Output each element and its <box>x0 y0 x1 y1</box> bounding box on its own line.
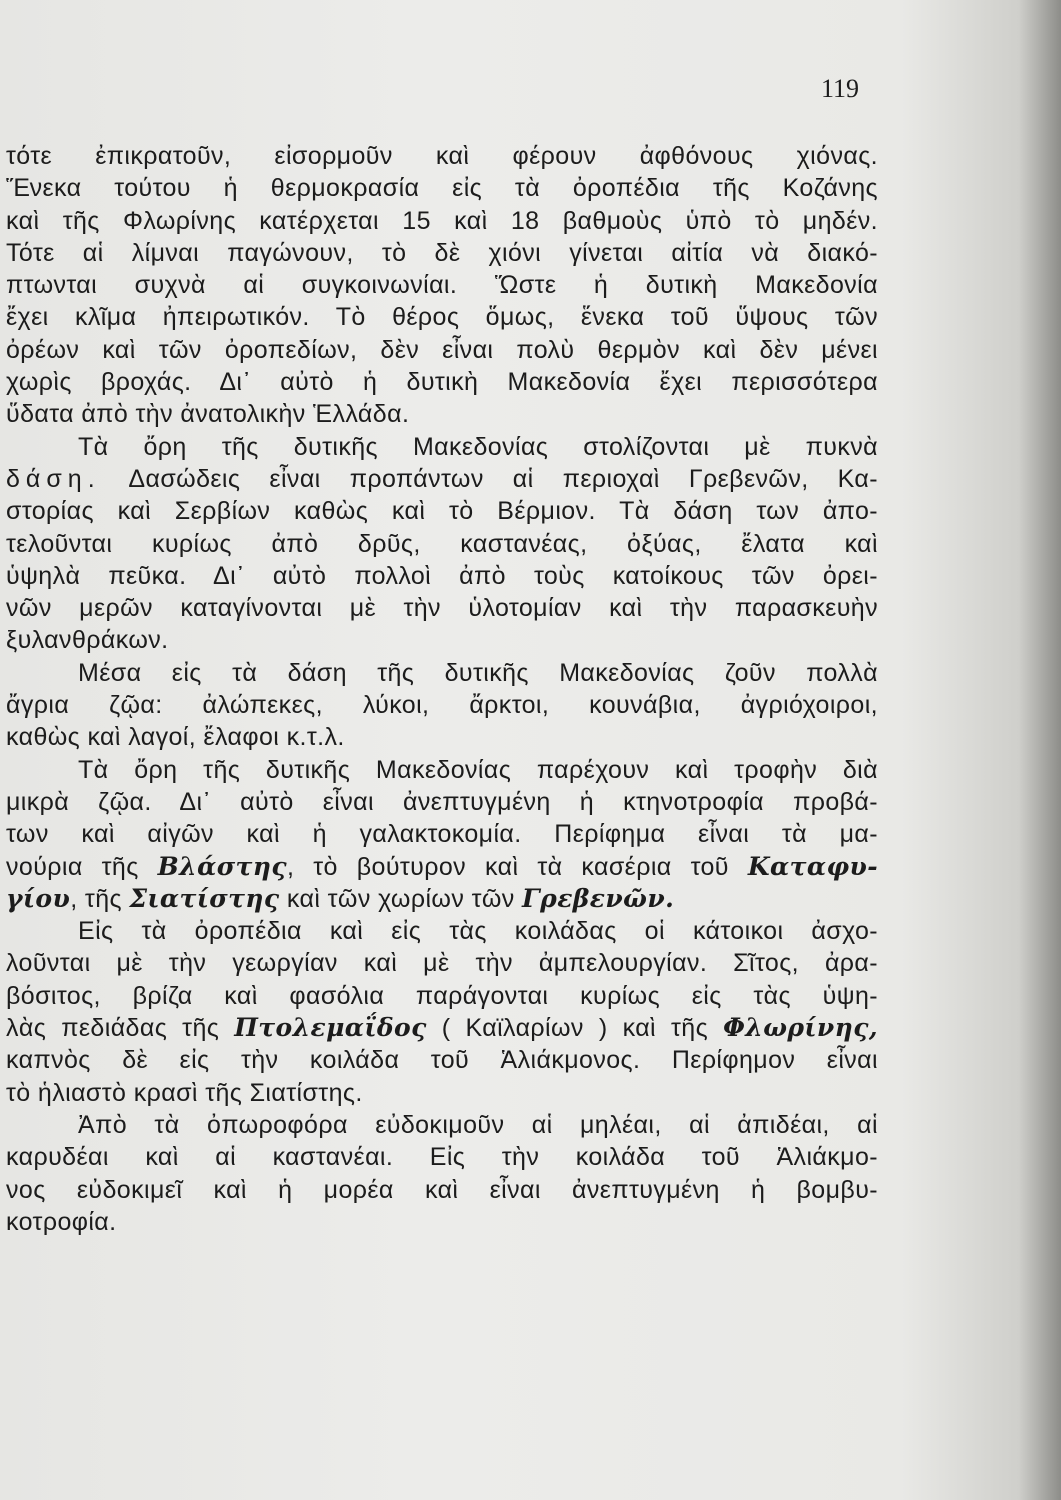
bold-term: Φλωρίνης, <box>723 1013 878 1043</box>
text-fragment: , τῆς <box>70 884 122 913</box>
text-line: καθὼς καὶ λαγοί, ἔλαφοι κ.τ.λ. <box>6 723 345 752</box>
bold-term: Πτολεμαΐδος <box>234 1013 427 1043</box>
text-line <box>6 851 878 883</box>
bold-term: Καταφυ- <box>747 851 878 881</box>
text-fragment: , τὸ βούτυρον καὶ τὰ κασέρια τοῦ <box>286 852 729 881</box>
text-line: πτωνται συχνὰ αἱ συγκοινωνίαι. Ὥστε ἡ δυτικὴ Μακεδονία <box>6 271 878 300</box>
text-line: Τότε αἱ λίμναι παγώνουν, τὸ δὲ χιόνι γίνεται αἰτία νὰ διακό- <box>6 238 878 267</box>
text-line: τελοῦνται κυρίως ἀπὸ δρῦς, καστανέας, ὀξύας, ἔλατα καὶ <box>6 529 878 558</box>
text-line: ξυλανθράκων. <box>6 626 169 655</box>
body-text <box>6 140 878 1238</box>
text-line: νῶν μερῶν καταγίνονται μὲ τὴν ὑλοτομίαν καὶ τὴν παρασκευὴν <box>6 594 878 623</box>
bold-term: Γρεβενῶν. <box>522 883 675 913</box>
text-line <box>6 463 878 495</box>
text-line: τὸ ἡλιαστὸ κρασὶ τῆς Σιατίστης. <box>6 1078 363 1107</box>
text-line: ἄγρια ζῷα: ἀλώπεκες, λύκοι, ἄρκτοι, κουνάβια, ἀγριόχοιροι, <box>6 691 878 720</box>
page-number: 119 <box>820 74 859 103</box>
text-line: καὶ τῆς Φλωρίνης κατέρχεται 15 καὶ 18 βαθμοὺς ὑπὸ τὸ μηδέν. <box>6 206 878 235</box>
text-line: Εἰς τὰ ὀροπέδια καὶ εἰς τὰς κοιλάδας οἱ κάτοικοι ἀσχο- <box>78 917 878 946</box>
text-line: Ἀπὸ τὰ ὀπωροφόρα εὐδοκιμοῦν αἱ μηλέαι, αἱ ἀπιδέαι, αἱ <box>78 1110 878 1139</box>
text-fragment: λὰς πεδιάδας τῆς <box>6 1014 220 1043</box>
text-line: καπνὸς δὲ εἰς τὴν κοιλάδα τοῦ Ἁλιάκμονος. Περίφημον εἶναι <box>6 1046 878 1075</box>
text-line: ὀρέων καὶ τῶν ὀροπεδίων, δὲν εἶναι πολὺ θερμὸν καὶ δὲν μένει <box>6 335 878 364</box>
text-line: στορίας καὶ Σερβίων καθὼς καὶ τὸ Βέρμιον. Τὰ δάση των ἀπο- <box>6 497 878 526</box>
text-line <box>6 883 878 915</box>
text-line: Τὰ ὄρη τῆς δυτικῆς Μακεδονίας στολίζονται μὲ πυκνὰ <box>78 432 878 461</box>
text-line: Ἕνεκα τούτου ἡ θερμοκρασία εἰς τὰ ὀροπέδια τῆς Κοζάνης <box>6 174 878 203</box>
text-line: Μέσα εἰς τὰ δάση τῆς δυτικῆς Μακεδονίας ζοῦν πολλὰ <box>78 658 878 687</box>
text-line: Τὰ ὄρη τῆς δυτικῆς Μακεδονίας παρέχουν καὶ τροφὴν διὰ <box>78 755 878 784</box>
bold-term: γίου <box>6 883 71 913</box>
text-fragment: ( Καϊλαρίων ) καὶ τῆς <box>441 1014 709 1043</box>
text-line: μικρὰ ζῷα. Δι᾽ αὐτὸ εἶναι ἀνεπτυγμένη ἡ κτηνοτροφία προβά- <box>6 787 878 816</box>
text-line: των καὶ αἰγῶν καὶ ἡ γαλακτοκομία. Περίφημα εἶναι τὰ μα- <box>6 820 878 849</box>
text-line: ἔχει κλῖμα ἠπειρωτικόν. Τὸ θέρος ὅμως, ἕνεκα τοῦ ὕψους τῶν <box>6 303 878 332</box>
bold-term: Βλάστης <box>157 851 287 881</box>
text-line <box>6 1012 878 1044</box>
text-line: κοτροφία. <box>6 1207 117 1236</box>
text-fragment: Δασώδεις εἶναι προπάντων αἱ περιοχαὶ Γρεβενῶν, Κα- <box>128 464 878 493</box>
text-line: ὑψηλὰ πεῦκα. Δι᾽ αὐτὸ πολλοὶ ἀπὸ τοὺς κατοίκους τῶν ὀρει- <box>6 561 878 590</box>
spaced-word: δάση. <box>6 464 101 493</box>
text-line: καρυδέαι καὶ αἱ καστανέαι. Εἰς τὴν κοιλάδα τοῦ Ἁλιάκμο- <box>6 1143 878 1172</box>
text-fragment: νούρια τῆς <box>6 852 139 881</box>
text-line: ὕδατα ἀπὸ τὴν ἀνατολικὴν Ἑλλάδα. <box>6 400 410 429</box>
text-line: χωρὶς βροχάς. Δι᾽ αὐτὸ ἡ δυτικὴ Μακεδονία ἔχει περισσότερα <box>6 368 878 397</box>
text-line: λοῦνται μὲ τὴν γεωργίαν καὶ μὲ τὴν ἀμπελουργίαν. Σῖτος, ἀρα- <box>6 949 878 978</box>
text-fragment: καὶ τῶν χωρίων τῶν <box>286 884 515 913</box>
text-line: τότε ἐπικρατοῦν, εἰσορμοῦν καὶ φέρουν ἀφθόνους χιόνας. <box>6 142 878 170</box>
bold-term: Σιατίστης <box>129 883 280 913</box>
text-line: νος εὐδοκιμεῖ καὶ ἡ μορέα καὶ εἶναι ἀνεπτυγμένη ἡ βομβυ- <box>6 1175 878 1204</box>
text-line: βόσιτος, βρίζα καὶ φασόλια παράγονται κυρίως εἰς τὰς ὑψη- <box>6 981 878 1010</box>
